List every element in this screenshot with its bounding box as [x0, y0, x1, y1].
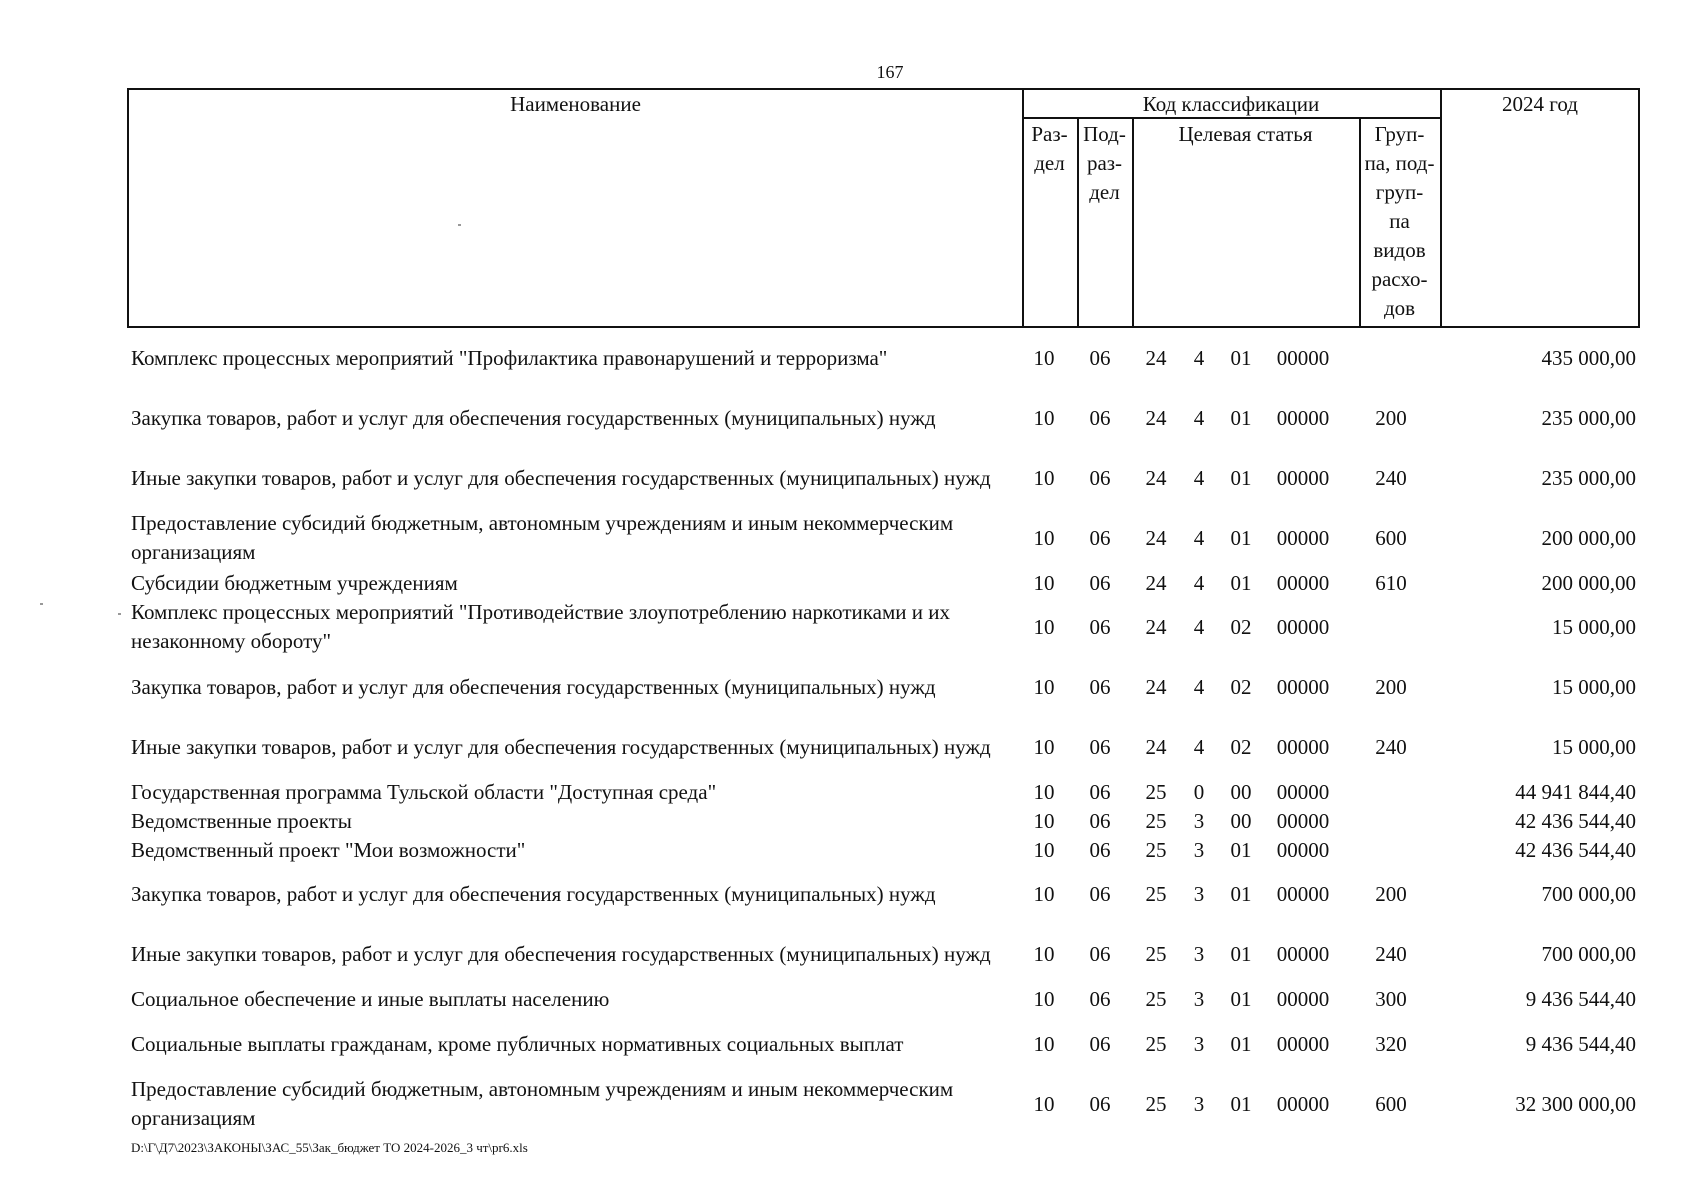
target-article-program-cell: 25 [1145, 838, 1167, 862]
target-article-element-cell: 01 [1230, 838, 1252, 862]
target-article-type-cell: 3 [1193, 809, 1205, 833]
target-article-type-cell: 3 [1193, 1032, 1205, 1056]
razdel-cell: 10 [1033, 1091, 1055, 1116]
podrazdel-cell: 06 [1089, 465, 1111, 490]
table-row [131, 389, 1636, 447]
table-row [131, 344, 1636, 373]
row-name: Ведомственные проекты [131, 809, 352, 833]
target-article-type-cell: 0 [1193, 780, 1205, 804]
podrazdel-cell: 06 [1089, 809, 1111, 833]
expense-group-cell: 200 [1375, 881, 1407, 906]
target-article-type-cell: 3 [1193, 941, 1205, 966]
expense-group-cell [1346, 344, 1436, 373]
expense-group-cell [1346, 807, 1436, 836]
header-group: Груп- па, под- груп- па видов расхо- дов [1364, 122, 1435, 320]
razdel-cell: 10 [1033, 571, 1055, 595]
razdel-cell: 10 [1033, 614, 1055, 639]
table-row [131, 778, 1636, 807]
target-article-element-cell: 01 [1230, 571, 1252, 595]
header-razdel: Раз- дел [1031, 122, 1068, 175]
target-article-element-cell: 00 [1230, 809, 1252, 833]
target-article-element-cell: 00 [1230, 780, 1252, 804]
target-article-direction-cell: 00000 [1276, 881, 1330, 906]
target-article-type-cell: 4 [1193, 346, 1205, 370]
table-row [131, 836, 1636, 865]
table-row [131, 925, 1636, 983]
razdel-cell: 10 [1033, 346, 1055, 370]
target-article-direction-cell: 00000 [1276, 1091, 1330, 1116]
target-article-program-cell: 25 [1145, 780, 1167, 804]
row-name: Государственная программа Тульской области "Доступная среда" [131, 780, 717, 804]
target-article-direction-cell: 00000 [1276, 987, 1330, 1011]
row-name: Социальные выплаты гражданам, кроме публичных нормативных социальных выплат [131, 1032, 904, 1056]
razdel-cell: 10 [1033, 780, 1055, 804]
razdel-cell: 10 [1033, 1032, 1055, 1056]
target-article-element-cell: 01 [1230, 1091, 1252, 1116]
target-article-element-cell: 01 [1230, 465, 1252, 490]
row-name: Предоставление субсидий бюджетным, автономным учреждениям и иным некоммерческим организациям [131, 1077, 954, 1130]
target-article-type-cell: 3 [1193, 987, 1205, 1011]
target-article-type-cell: 4 [1193, 405, 1205, 430]
row-name: Ведомственный проект "Мои возможности" [131, 838, 526, 862]
target-article-program-cell: 25 [1145, 881, 1167, 906]
amount-cell: 235 000,00 [1541, 405, 1636, 430]
razdel-cell: 10 [1033, 465, 1055, 490]
podrazdel-cell: 06 [1089, 525, 1111, 550]
target-article-direction-cell: 00000 [1276, 525, 1330, 550]
header-target-article: Целевая статья [1178, 122, 1313, 146]
header-year: 2024 год [1502, 92, 1578, 116]
amount-cell: 9 436 544,40 [1525, 1032, 1636, 1056]
scan-speck [118, 613, 121, 615]
target-article-direction-cell: 00000 [1276, 809, 1330, 833]
podrazdel-cell: 06 [1089, 571, 1111, 595]
expense-group-cell: 240 [1375, 734, 1407, 759]
target-article-type-cell: 3 [1193, 1091, 1205, 1116]
expense-group-cell: 600 [1375, 525, 1407, 550]
expense-group-cell: 200 [1375, 405, 1407, 430]
table-row [131, 1075, 1636, 1133]
target-article-direction-cell: 00000 [1276, 674, 1330, 699]
table-row [131, 449, 1636, 507]
target-article-program-cell: 25 [1145, 1091, 1167, 1116]
expense-group-cell: 240 [1375, 465, 1407, 490]
target-article-direction-cell: 00000 [1276, 780, 1330, 804]
target-article-direction-cell: 00000 [1276, 734, 1330, 759]
podrazdel-cell: 06 [1089, 734, 1111, 759]
razdel-cell: 10 [1033, 734, 1055, 759]
target-article-type-cell: 4 [1193, 734, 1205, 759]
podrazdel-cell: 06 [1089, 838, 1111, 862]
podrazdel-cell: 06 [1089, 405, 1111, 430]
razdel-cell: 10 [1033, 881, 1055, 906]
table-row [131, 598, 1636, 656]
table-row [131, 569, 1636, 598]
razdel-cell: 10 [1033, 405, 1055, 430]
expense-group-cell: 240 [1375, 941, 1407, 966]
target-article-program-cell: 24 [1145, 614, 1167, 639]
amount-cell: 9 436 544,40 [1525, 987, 1636, 1011]
target-article-type-cell: 4 [1193, 571, 1205, 595]
row-name: Иные закупки товаров, работ и услуг для обеспечения государственных (муниципальных) нужд [131, 941, 991, 966]
target-article-program-cell: 24 [1145, 525, 1167, 550]
target-article-element-cell: 02 [1230, 674, 1252, 699]
amount-cell: 42 436 544,40 [1515, 809, 1636, 833]
target-article-direction-cell: 00000 [1276, 571, 1330, 595]
amount-cell: 235 000,00 [1541, 465, 1636, 490]
table-row [131, 985, 1636, 1014]
amount-cell: 42 436 544,40 [1515, 838, 1636, 862]
target-article-program-cell: 25 [1145, 941, 1167, 966]
table-row [131, 865, 1636, 923]
row-name: Субсидии бюджетным учреждениям [131, 571, 458, 595]
target-article-direction-cell: 00000 [1276, 465, 1330, 490]
expense-group-cell: 200 [1375, 674, 1407, 699]
row-name: Комплекс процессных мероприятий "Противодействие злоупотреблению наркотиками и их незаконному обороту" [131, 600, 950, 653]
target-article-program-cell: 25 [1145, 1032, 1167, 1056]
amount-cell: 44 941 844,40 [1515, 780, 1636, 804]
row-name: Социальное обеспечение и иные выплаты населению [131, 987, 610, 1011]
amount-cell: 700 000,00 [1541, 881, 1636, 906]
amount-cell: 700 000,00 [1541, 941, 1636, 966]
target-article-program-cell: 24 [1145, 346, 1167, 370]
header-name: Наименование [510, 92, 641, 116]
target-article-type-cell: 3 [1193, 838, 1205, 862]
expense-group-cell [1346, 598, 1436, 656]
expense-group-cell: 320 [1375, 1032, 1407, 1056]
table-row [131, 718, 1636, 776]
target-article-type-cell: 3 [1193, 881, 1205, 906]
amount-cell: 32 300 000,00 [1515, 1091, 1636, 1116]
podrazdel-cell: 06 [1089, 1032, 1111, 1056]
row-name: Предоставление субсидий бюджетным, автономным учреждениям и иным некоммерческим организациям [131, 511, 954, 564]
target-article-element-cell: 01 [1230, 881, 1252, 906]
target-article-element-cell: 01 [1230, 525, 1252, 550]
target-article-direction-cell: 00000 [1276, 941, 1330, 966]
scan-speck [40, 603, 43, 605]
target-article-direction-cell: 00000 [1276, 346, 1330, 370]
row-name: Закупка товаров, работ и услуг для обеспечения государственных (муниципальных) нужд [131, 881, 936, 906]
podrazdel-cell: 06 [1089, 780, 1111, 804]
target-article-program-cell: 25 [1145, 987, 1167, 1011]
razdel-cell: 10 [1033, 674, 1055, 699]
target-article-program-cell: 24 [1145, 465, 1167, 490]
table-row [131, 1030, 1636, 1059]
page-number: 167 [876, 62, 904, 82]
header-code-classification: Код классификации [1142, 92, 1320, 116]
amount-cell: 15 000,00 [1552, 674, 1636, 699]
footer-file-path: D:\Г\Д7\2023\ЗАКОНЫ\ЗАС_55\Зак_бюджет ТО 2024-2026_3 чт\pr6.xls [131, 1140, 528, 1155]
amount-cell: 15 000,00 [1552, 734, 1636, 759]
table-header [127, 88, 1640, 328]
target-article-type-cell: 4 [1193, 465, 1205, 490]
expense-group-cell: 610 [1375, 571, 1407, 595]
expense-group-cell [1346, 778, 1436, 807]
expense-group-cell: 600 [1375, 1091, 1407, 1116]
podrazdel-cell: 06 [1089, 346, 1111, 370]
podrazdel-cell: 06 [1089, 1091, 1111, 1116]
target-article-type-cell: 4 [1193, 525, 1205, 550]
header-podrazdel: Под- раз- дел [1083, 122, 1126, 204]
row-name: Иные закупки товаров, работ и услуг для обеспечения государственных (муниципальных) нужд [131, 465, 991, 490]
target-article-element-cell: 01 [1230, 346, 1252, 370]
target-article-program-cell: 24 [1145, 734, 1167, 759]
target-article-direction-cell: 00000 [1276, 838, 1330, 862]
target-article-element-cell: 01 [1230, 987, 1252, 1011]
target-article-program-cell: 24 [1145, 571, 1167, 595]
row-name: Иные закупки товаров, работ и услуг для обеспечения государственных (муниципальных) нужд [131, 734, 991, 759]
razdel-cell: 10 [1033, 941, 1055, 966]
target-article-direction-cell: 00000 [1276, 614, 1330, 639]
podrazdel-cell: 06 [1089, 674, 1111, 699]
podrazdel-cell: 06 [1089, 941, 1111, 966]
row-name: Закупка товаров, работ и услуг для обеспечения государственных (муниципальных) нужд [131, 674, 936, 699]
target-article-type-cell: 4 [1193, 614, 1205, 639]
target-article-element-cell: 02 [1230, 614, 1252, 639]
target-article-type-cell: 4 [1193, 674, 1205, 699]
row-name: Закупка товаров, работ и услуг для обеспечения государственных (муниципальных) нужд [131, 405, 936, 430]
table-row [131, 509, 1636, 567]
amount-cell: 200 000,00 [1541, 525, 1636, 550]
target-article-element-cell: 01 [1230, 1032, 1252, 1056]
target-article-program-cell: 24 [1145, 405, 1167, 430]
amount-cell: 15 000,00 [1552, 614, 1636, 639]
expense-group-cell: 300 [1375, 987, 1407, 1011]
target-article-element-cell: 01 [1230, 941, 1252, 966]
target-article-direction-cell: 00000 [1276, 1032, 1330, 1056]
podrazdel-cell: 06 [1089, 614, 1111, 639]
target-article-program-cell: 25 [1145, 809, 1167, 833]
amount-cell: 200 000,00 [1541, 571, 1636, 595]
target-article-element-cell: 01 [1230, 405, 1252, 430]
table-row [131, 658, 1636, 716]
razdel-cell: 10 [1033, 525, 1055, 550]
row-name: Комплекс процессных мероприятий "Профилактика правонарушений и терроризма" [131, 346, 888, 370]
target-article-direction-cell: 00000 [1276, 405, 1330, 430]
table-row [131, 807, 1636, 836]
target-article-element-cell: 02 [1230, 734, 1252, 759]
scan-speck [458, 224, 461, 226]
amount-cell: 435 000,00 [1541, 346, 1636, 370]
razdel-cell: 10 [1033, 838, 1055, 862]
expense-group-cell [1346, 836, 1436, 865]
divider [1440, 90, 1442, 326]
razdel-cell: 10 [1033, 809, 1055, 833]
target-article-program-cell: 24 [1145, 674, 1167, 699]
razdel-cell: 10 [1033, 987, 1055, 1011]
podrazdel-cell: 06 [1089, 881, 1111, 906]
podrazdel-cell: 06 [1089, 987, 1111, 1011]
